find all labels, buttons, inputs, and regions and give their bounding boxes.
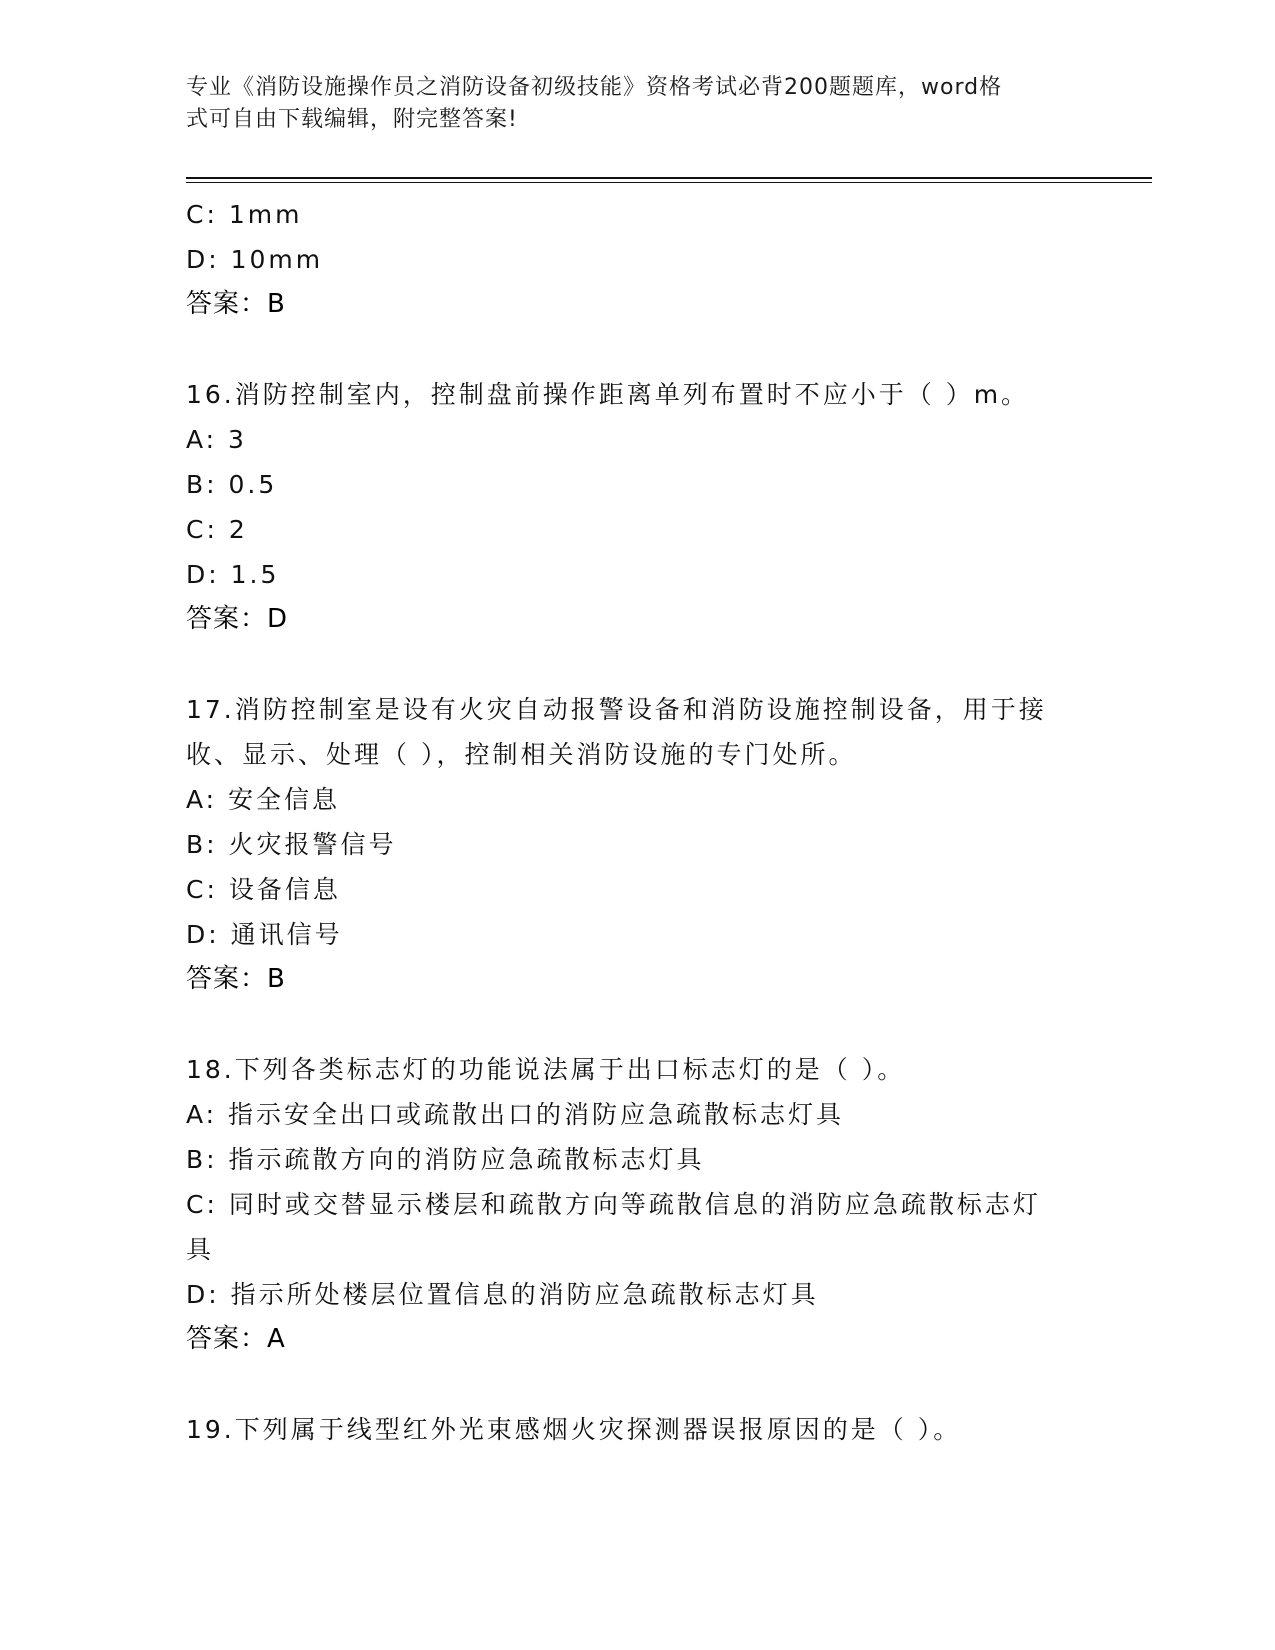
q17-option-a: A: 安全信息 bbox=[186, 785, 341, 814]
q16-option-c: C: 2 bbox=[186, 515, 248, 544]
q16-answer: 答案：D bbox=[186, 604, 289, 634]
q18-option-a: A: 指示安全出口或疏散出口的消防应急疏散标志灯具 bbox=[186, 1100, 845, 1129]
spacer bbox=[186, 1362, 1086, 1407]
q16-question: 16.消防控制室内，控制盘前操作距离单列布置时不应小于（ ）m。 bbox=[186, 380, 1030, 409]
header-line-2: 式可自由下载编辑，附完整答案! bbox=[186, 107, 518, 132]
q18-answer: 答案：A bbox=[186, 1324, 286, 1354]
spacer bbox=[186, 1002, 1086, 1047]
q17-option-c: C: 设备信息 bbox=[186, 875, 341, 904]
q18-option-c-line-1: C: 同时或交替显示楼层和疏散方向等疏散信息的消防应急疏散标志灯 bbox=[186, 1190, 1041, 1219]
q18-question: 18.下列各类标志灯的功能说法属于出口标志灯的是（ ）。 bbox=[186, 1055, 906, 1084]
q17-option-d: D: 通讯信号 bbox=[186, 920, 343, 949]
spacer bbox=[186, 327, 1086, 372]
q16-option-a: A: 3 bbox=[186, 425, 247, 454]
q15-option-d: D: 10mm bbox=[186, 245, 324, 274]
q15-answer: 答案：B bbox=[186, 289, 286, 319]
q19-question: 19.下列属于线型红外光束感烟火灾探测器误报原因的是（ ）。 bbox=[186, 1415, 962, 1444]
q16-option-b: B: 0.5 bbox=[186, 470, 278, 499]
q18-option-d: D: 指示所处楼层位置信息的消防应急疏散标志灯具 bbox=[186, 1280, 819, 1309]
q17-question-line-1: 17.消防控制室是设有火灾自动报警设备和消防设施控制设备，用于接 bbox=[186, 695, 1047, 724]
document-header bbox=[186, 72, 1086, 136]
spacer bbox=[186, 642, 1086, 687]
q18-option-b: B: 指示疏散方向的消防应急疏散标志灯具 bbox=[186, 1145, 705, 1174]
header-rule-thick bbox=[186, 177, 1152, 179]
header-rule-thin bbox=[186, 182, 1152, 183]
q17-question-line-2: 收、显示、处理（ ），控制相关消防设施的专门处所。 bbox=[186, 740, 857, 769]
document-body bbox=[186, 192, 1086, 1452]
header-line-1: 专业《消防设施操作员之消防设备初级技能》资格考试必背200题题库，word格 bbox=[186, 75, 1003, 100]
q16-option-d: D: 1.5 bbox=[186, 560, 280, 589]
q15-option-c: C: 1mm bbox=[186, 200, 303, 229]
q17-option-b: B: 火灾报警信号 bbox=[186, 830, 397, 859]
q17-answer: 答案：B bbox=[186, 964, 286, 994]
q18-option-c-line-2: 具 bbox=[186, 1235, 215, 1264]
